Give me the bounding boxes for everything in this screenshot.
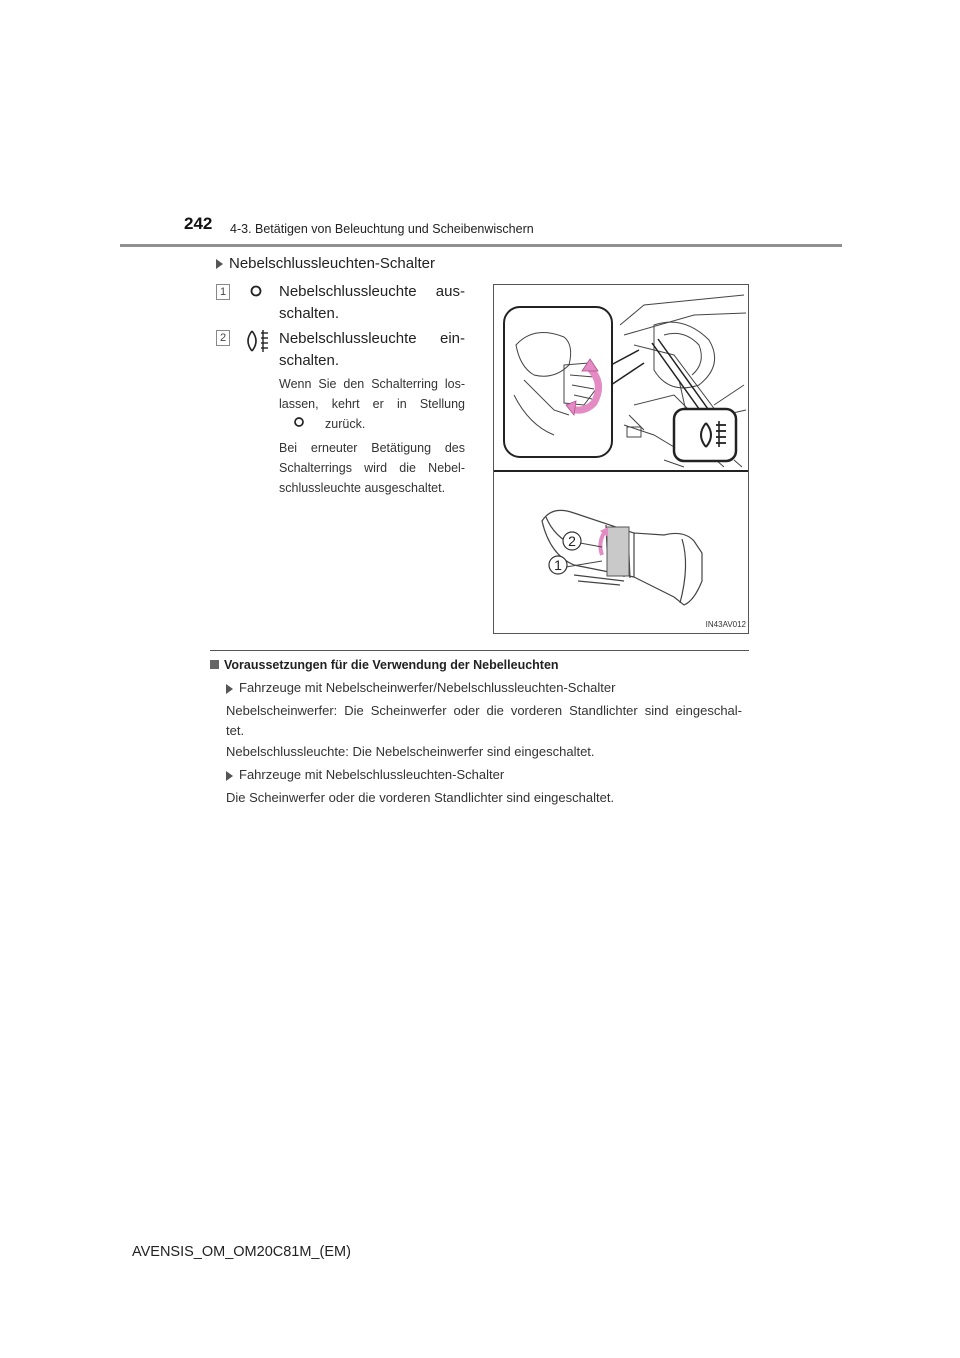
figure-code: IN43AV012 <box>705 620 746 629</box>
vehicle-type-a-text: Fahrzeuge mit Nebelscheinwerfer/Nebelschlussleuchten-Schalter <box>239 680 616 695</box>
rear-fog-light-icon <box>240 327 270 355</box>
triangle-bullet-icon <box>226 684 233 694</box>
vehicle-type-b-text: Fahrzeuge mit Nebelschlussleuchten-Schalter <box>239 767 505 782</box>
item-1-number: 1 <box>216 284 230 300</box>
note-line-6: schlussleuchte ausgeschaltet. <box>279 481 446 495</box>
note-line-3: zurück. <box>325 417 366 431</box>
conditions-heading <box>210 658 559 672</box>
illustration-frame <box>493 284 749 634</box>
section-divider <box>210 650 749 651</box>
item-2-line2: schalten. <box>279 352 340 369</box>
para-1-line-1: Nebelscheinwerfer: Die Scheinwerfer oder die vorderen Standlichter sind eingeschal- <box>226 703 742 718</box>
vehicle-type-a <box>226 678 615 698</box>
triangle-bullet-icon <box>226 771 233 781</box>
note-line-5: Schalterrings wird die Nebel- <box>279 461 465 475</box>
note-line-4: Bei erneuter Betätigung des <box>279 441 465 455</box>
fog-switch-illustration <box>494 285 748 633</box>
item-2-number: 2 <box>216 330 230 346</box>
item-2-line1: Nebelschlussleuchte ein- <box>279 330 465 347</box>
vehicle-type-b <box>226 765 504 785</box>
subheading <box>216 255 435 272</box>
section-title: 4-3. Betätigen von Beleuchtung und Scheibenwischern <box>230 222 534 236</box>
note-line-2: lassen, kehrt er in Stellung <box>279 397 465 411</box>
callout-2-label: 2 <box>568 533 576 549</box>
page-number: 242 <box>184 214 213 233</box>
para-3: Die Scheinwerfer oder die vorderen Standlichter sind eingeschaltet. <box>226 790 615 805</box>
triangle-bullet-icon <box>216 259 223 269</box>
subheading-text: Nebelschlussleuchten-Schalter <box>229 255 435 272</box>
conditions-heading-text: Voraussetzungen für die Verwendung der Nebelleuchten <box>224 658 559 672</box>
para-1-line-2: tet. <box>226 723 245 738</box>
item-1-line1: Nebelschlussleuchte aus- <box>279 283 465 300</box>
footer-doc-id: AVENSIS_OM_OM20C81M_(EM) <box>132 1244 351 1260</box>
note-line-1: Wenn Sie den Schalterring los- <box>279 377 465 391</box>
off-position-circle-icon <box>293 416 305 428</box>
header-divider <box>120 244 842 247</box>
fog-light-off-circle-icon <box>249 284 263 298</box>
item-1-line2: schalten. <box>279 305 340 322</box>
square-bullet-icon <box>210 660 219 669</box>
callout-1-label: 1 <box>554 557 562 573</box>
para-2: Nebelschlussleuchte: Die Nebelscheinwerfer sind eingeschaltet. <box>226 744 595 759</box>
